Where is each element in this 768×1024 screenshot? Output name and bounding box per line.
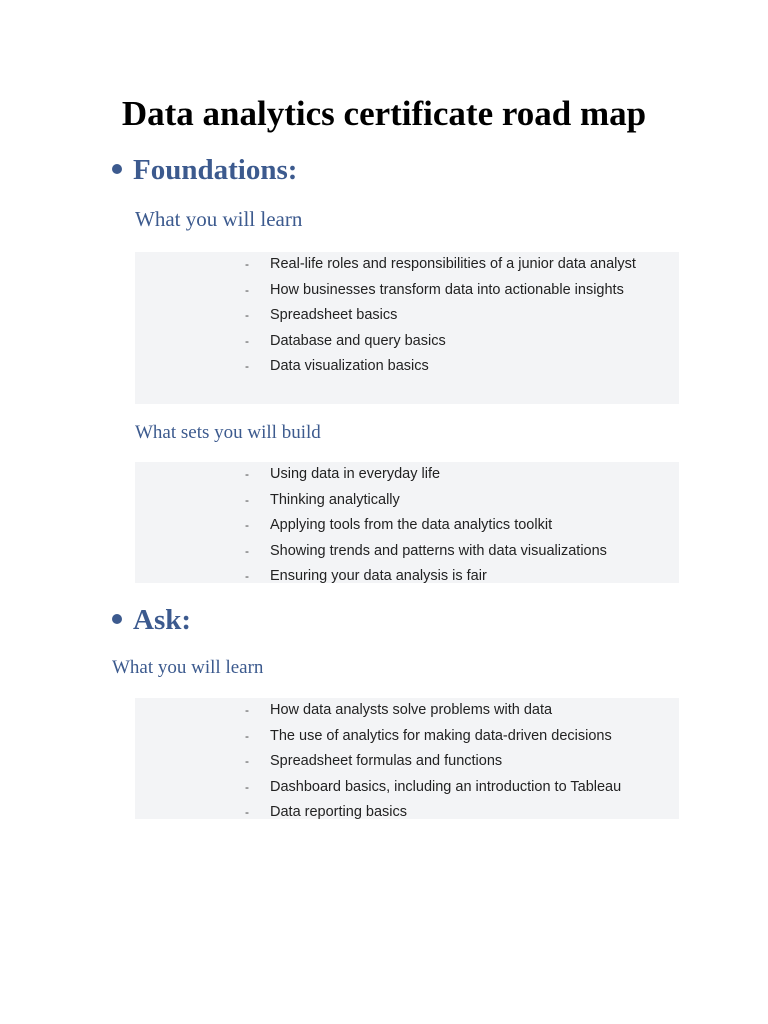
list-item [135,488,679,514]
list-item [135,698,679,724]
list-item [135,354,679,380]
section-heading-ask [112,602,191,638]
list-item [135,724,679,750]
list-item-text: Data reporting basics [270,804,408,821]
dash-marker: - [245,703,249,717]
list-item-text: Ensuring your data analysis is fair [270,568,487,585]
section-heading-foundations [112,152,297,188]
list-item-text: Showing trends and patterns with data visualizations [270,542,607,559]
dash-marker: - [245,805,249,820]
dash-marker: - [245,569,249,584]
list-item [135,303,679,329]
list-item-text: Applying tools from the data analytics toolkit [270,517,553,534]
dash-marker: - [245,779,249,794]
list-item-text: Dashboard basics, including an introduction to Tableau [270,778,622,795]
dash-marker: - [245,518,249,533]
bullet-icon [112,614,122,624]
list-item [135,539,679,565]
dash-marker: - [245,728,249,743]
list-item-text: Database and query basics [270,332,446,349]
list-item [135,252,679,278]
list-ask-learn [135,698,679,819]
list-item-text: Data visualization basics [270,358,429,375]
subheading-ask-learn: What you will learn [112,657,264,678]
list-item [135,278,679,304]
list-item-text: Spreadsheet formulas and functions [270,753,503,770]
list-item [135,775,679,801]
dash-marker: - [245,359,249,374]
list-item [135,800,679,826]
list-item [135,749,679,775]
list-foundations-learn [135,252,679,404]
list-item-text: Real-life roles and responsibilities of a junior data analyst [270,256,636,272]
dash-marker: - [245,282,249,297]
page-title: Data analytics certificate road map [121,94,647,133]
list-item [135,462,679,488]
list-item-text: How businesses transform data into actionable insights [270,281,624,298]
list-item-text: How data analysts solve problems with data [270,702,553,718]
list-item-text: The use of analytics for making data-driven decisions [270,727,612,744]
dash-marker: - [245,492,249,507]
subheading-foundations-learn: What you will learn [135,207,303,231]
dash-marker: - [245,308,249,323]
list-item [135,329,679,355]
dash-marker: - [245,754,249,769]
dash-marker: - [245,467,249,481]
bullet-icon [112,164,122,174]
dash-marker: - [245,333,249,348]
list-item-text: Thinking analytically [270,491,400,508]
dash-marker: - [245,257,249,271]
section-heading-label: Ask: [133,604,192,636]
list-foundations-build [135,462,679,583]
list-item-text: Using data in everyday life [270,466,441,482]
dash-marker: - [245,543,249,558]
list-item-text: Spreadsheet basics [270,307,398,324]
section-heading-label: Foundations: [133,154,298,186]
list-item [135,564,679,590]
subheading-foundations-build: What sets you will build [135,422,321,443]
list-item [135,513,679,539]
